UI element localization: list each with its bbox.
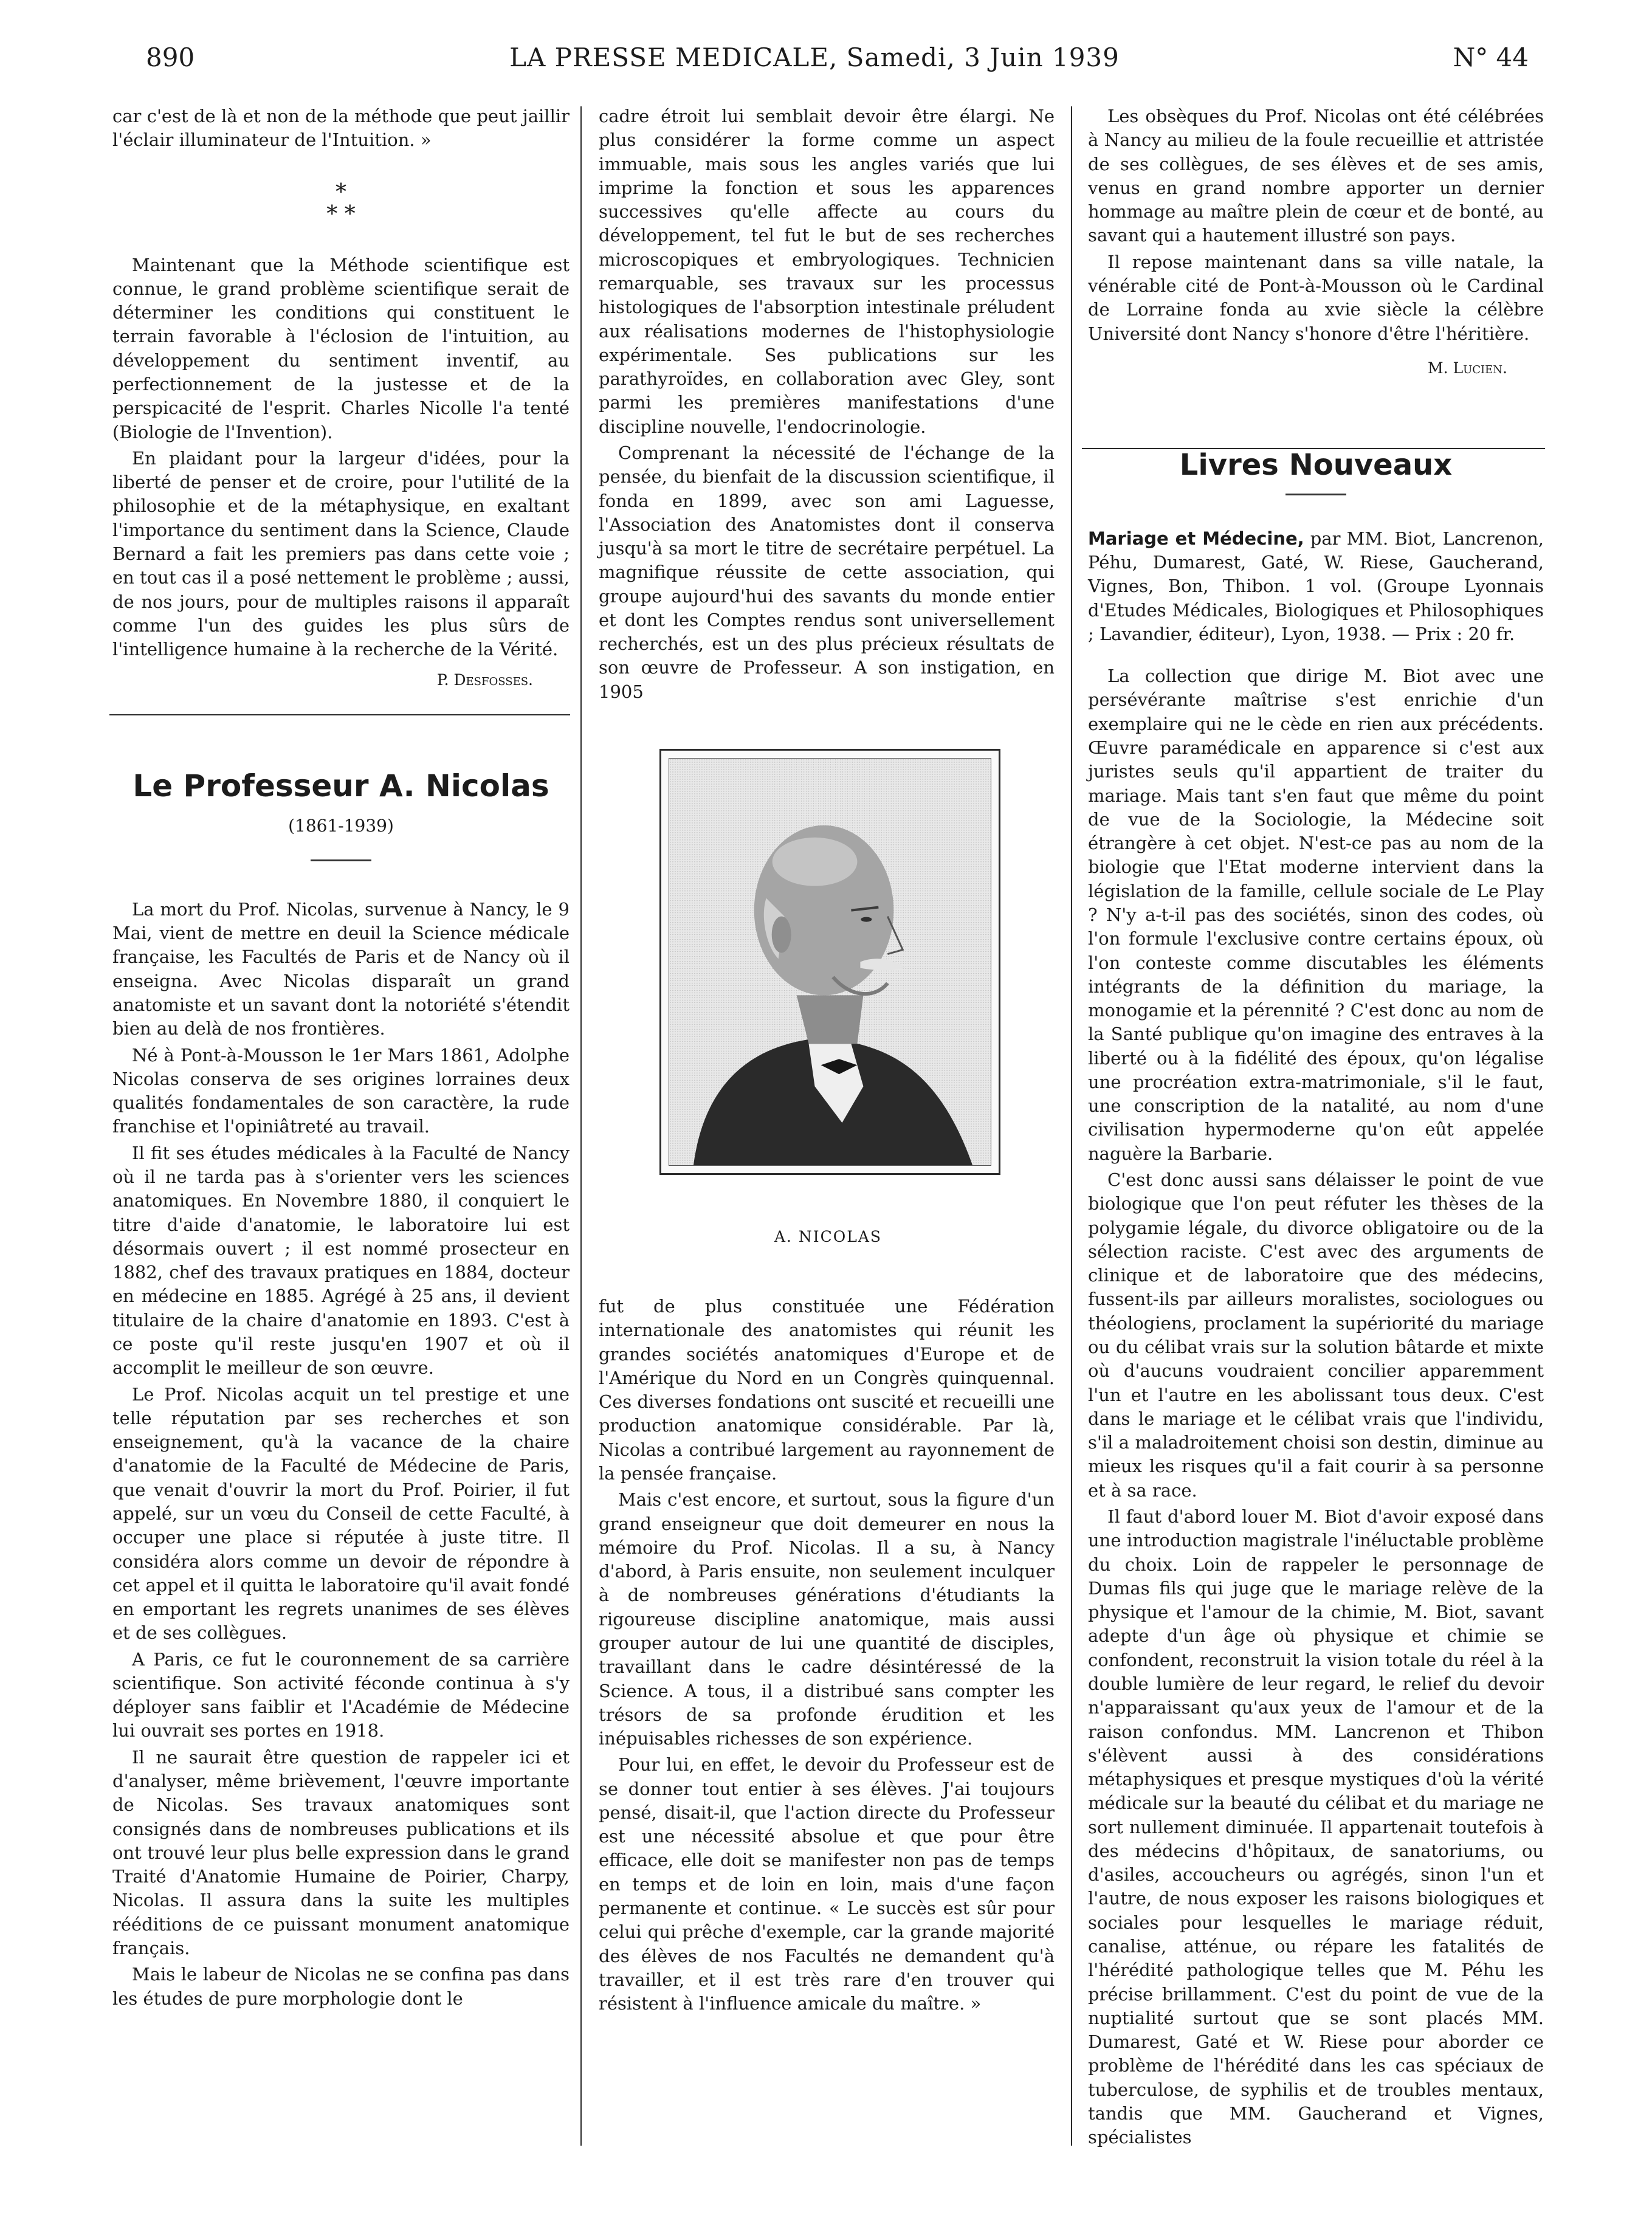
star-bottom: * *: [326, 201, 356, 227]
author-name: P. Desfosses.: [436, 671, 533, 689]
article-paragraph: Maintenant que la Méthode scientifique est connue, le grand problème scientifique serait de déterminer les conditions qui constituent le terrain favorable à l'éclosion de l'intuition, au développement du sentiment inventif, au perfectionnement de la justesse et de la perspicacité de l'esprit. Charles Nicolle l'a tenté (Biologie de l'Invention).: [112, 254, 570, 443]
obituary-paragraph: Le Prof. Nicolas acquit un tel prestige et une telle réputation par ses recherches et son enseignement, qu'à la vacance de la chaire d'anatomie de la Faculté de Médecine de Paris, que venait d'ouvrir la mort du Prof. Poirier, il fut appelé, sur un vœu du Conseil de cette Faculté, à occuper une place si réputée à juste titre. Il considéra alors comme un devoir de répondre à cet appel et il quitta le laboratoire qu'il avait fondé en emportant les regrets unanimes de ses élèves et de ses collègues.: [112, 1383, 570, 1644]
obituary-paragraph: A Paris, ce fut le couronnement de sa carrière scientifique. Son activité féconde continua à s'y déployer sans faiblir et l'Académie de Médecine lui ouvrait ses portes en 1918.: [112, 1648, 570, 1741]
column-left: [112, 105, 570, 2013]
obituary-paragraph: Il ne saurait être question de rappeler ici et d'analyser, même brièvement, l'œuvre importante de Nicolas. Ses travaux anatomiques sont consignés dans de nombreuses publications et ils ont trouvé leur plus belle expression dans le grand Traité d'Anatomie Humaine de Poirier, Charpy, Nicolas. Il assura dans la suite les multiples rééditions de ce puissant monument anatomique français.: [112, 1746, 570, 1958]
photo-caption: A. NICOLAS: [774, 1228, 883, 1245]
book-title: Mariage et Médecine,: [1088, 528, 1304, 549]
spacer: [1088, 379, 1544, 412]
star-top: *: [336, 179, 346, 205]
portrait-photo: [659, 749, 1000, 1175]
column-divider-left: [580, 106, 582, 2146]
obituary-paragraph: Né à Pont-à-Mousson le 1er Mars 1861, Adolphe Nicolas conserva de ses origines lorraines deux qualités fondamentales de son caractère, la rude franchise et l'opiniâtreté au travail.: [112, 1044, 570, 1137]
article-text: car c'est de là et non de la méthode que peut jaillir l'éclair illuminateur de l'Intuition. »: [112, 106, 570, 151]
column-right: [1088, 105, 1544, 2152]
review-paragraph: Il faut d'abord louer M. Biot d'avoir exposé dans une introduction magistrale l'inéluctable problème du choix. Loin de rappeler le personnage de Dumas fils qui juge que le mariage relève de la physique et l'amour de la chimie, M. Biot, savant adepte d'un âge où physique et chimie se confondent, reconstruit la vision totale du réel à la double lumière de leur regard, le relief du devoir n'apparaissant qu'aux yeux de l'amour et de la raison confondus. MM. Lancrenon et Thibon s'élèvent aussi à des considérations métaphysiques et presque mystiques d'où la vérité médicale sur la beauté du célibat et du mariage ne sort nullement diminuée. Il appartenait toutefois à des médecins d'hôpitaux, de sanatoriums, ou d'asiles, accoucheurs ou agrégés, sinon l'un et l'autre, de nous exposer les raisons biologiques et sociales pour lesquelles le mariage réduit, canalise, atténue, ou répare les fatalités de l'hérédité pathologique telles que M. Péhu les précise brillamment. C'est du point de vue de la nuptialité surtout que se sont placés MM. Dumarest, Gaté et W. Riese pour aborder ce problème de l'hérédité dans les cas spéciaux de tuberculose, de syphilis et de troubles mentaux, tandis que MM. Gaucherand et Vignes, spécialistes: [1088, 1506, 1544, 2148]
obituary-paragraph: Les obsèques du Prof. Nicolas ont été célébrées à Nancy au milieu de la foule recueillie et attristée de ses collègues, de ses élèves et de ses amis, venus en grand nombre apporter un dernier hommage au maître plein de cœur et de bonté, au savant qui a hautement illustré son pays.: [1088, 106, 1544, 246]
author-signature: [1088, 358, 1507, 379]
obituary-paragraph: Pour lui, en effet, le devoir du Professeur est de se donner tout entier à ses élèves. J'ai toujours pensé, disait-il, que l'action directe du Professeur est une nécessité absolue et que pour être efficace, elle doit se manifester non pas de temps en temps et de loin en loin, mais d'une façon permanente et continue. « Le succès est sûr pour celui qui prêche d'exemple, car la grande majorité des élèves de nos Facultés ne demandent qu'à travailler, et il est très rare d'en trouver qui résistent à l'influence amicale du maître. »: [599, 1754, 1055, 2014]
obituary-paragraph: Il fit ses études médicales à la Faculté de Nancy où il ne tarda pas à s'orienter vers les sciences anatomiques. En Novembre 1880, il conquiert le titre d'aide d'anatomie, le laboratoire lui est désormais ouvert ; il est nommé prosecteur en 1882, chef des travaux pratiques en 1884, docteur en médecine en 1885. Agrégé à 25 ans, il devient titulaire de la chaire d'anatomie en 1893. C'est à ce poste qu'il reste jusqu'en 1907 et où il accomplit le meilleur de son œuvre.: [112, 1142, 570, 1379]
obituary-paragraph: cadre étroit lui semblait devoir être élargi. Ne plus considérer la forme comme un aspect immuable, mais sous les angles variés que lui imprime la fonction et sous les apparences successives qu'elle affecte au cours du développement, tel fut le but de ses recherches microscopiques et embryologiques. Technicien remarquable, ses travaux sur les processus histologiques de l'absorption intestinale préludent aux réalisations modernes de l'histophysiologie expérimentale. Ses publications sur les parathyroïdes, en collaboration avec Gley, sont parmi les premières manifestations d'une discipline nouvelle, l'endocrinologie.: [599, 106, 1055, 437]
article-paragraph: En plaidant pour la largeur d'idées, pour la liberté de penser et de croire, pour l'utilité de la philosophie et de la métaphysique, en exaltant l'importance du sentiment dans la Science, Claude Bernard a fait les premiers pas dans cette voie ; en tout cas il a posé nettement le problème ; aussi, de nos jours, pour de multiples raisons il apparaît comme l'un des guides les plus sûrs de l'intelligence humaine à la recherche de la Vérité.: [112, 447, 570, 660]
obituary-title: Le Professeur A. Nicolas: [133, 768, 549, 804]
obituary-paragraph: Mais c'est encore, et surtout, sous la figure d'un grand enseigneur que doit demeurer en nous la mémoire du Prof. Nicolas. Il a su, à Nancy d'abord, à Paris ensuite, non seulement inculquer à de nombreuses générations d'étudiants la rigoureuse discipline anatomique, mais aussi grouper autour de lui une quantité de disciples, travaillant dans le cadre désintéressé de la Science. A tous, il a distribué sans compter les trésors de sa profonde érudition et les inépuisables richesses de son expérience.: [599, 1489, 1055, 1749]
obituary-paragraph: Il repose maintenant dans sa ville natale, la vénérable cité de Pont-à-Mousson où le Cardinal de Lorraine fonda au xvie siècle la célèbre Université dont Nancy s'honore d'être l'héritière.: [1088, 251, 1544, 344]
column-middle-top: [599, 105, 1055, 706]
book-entry: [1088, 527, 1544, 646]
obituary-paragraph: La mort du Prof. Nicolas, survenue à Nancy, le 9 Mai, vient de mettre en deuil la Science médicale française, les Facultés de Paris et de Nancy où il enseigna. Avec Nicolas disparaît un grand anatomiste et un savant dont la notoriété s'étendit bien au delà de nos frontières.: [112, 898, 570, 1039]
title-rule: [311, 859, 371, 861]
obituary-paragraph: Mais le labeur de Nicolas ne se confina pas dans les études de pure morphologie dont le: [112, 1964, 570, 2009]
author-name: M. Lucien.: [1428, 359, 1507, 377]
column-middle-bottom: [599, 1295, 1055, 2018]
obituary-dates: (1861-1939): [288, 815, 394, 836]
issue-number: N° 44: [1453, 43, 1529, 72]
page-header: [109, 43, 1529, 79]
review-paragraph: C'est donc aussi sans délaisser le point de vue biologique que l'on peut réfuter les thèses de la polygamie légale, du divorce obligatoire ou de la sélection raciste. C'est avec des arguments de clinique et de laboratoire que des médecins, fussent-ils par ailleurs moralistes, sociologues ou théologiens, proclament la supériorité du mariage ou du célibat vrais sur la solution bâtarde et mixte où d'aucuns voudraient concilier apparemment l'un et l'autre en les abolissant tous deux. C'est dans le mariage et le célibat vrais que l'individu, s'il a maladroitement choisi son destin, diminue au mieux les risques qu'il a fait courir à sa personne et à sa race.: [1088, 1169, 1544, 1501]
spacer: [1088, 649, 1544, 664]
portrait-illustration: [669, 759, 991, 1165]
title-rule: [1285, 494, 1346, 495]
spacer: [112, 690, 570, 749]
review-paragraph: La collection que dirige M. Biot avec une persévérante maîtrise s'est enrichie d'un exemplaire qui ne le cède en rien aux précédents. Œuvre paramédicale en apparence si c'est aux juristes seuls qu'il appartient de traiter du mariage. Mais tant s'en faut que même du point de vue de la Sociologie, la Médecine soit étrangère à cet objet. N'est-ce pas au nom de la biologie que l'Etat moderne intervient dans la législation de la famille, cellule sociale de Le Play ? N'y a-t-il pas des sociétés, sinon des codes, où l'on formule l'exclusive contre certains époux, où l'on conteste comme discutables les éléments intégrants de la définition du mariage, la monogamie et la pérennité ? C'est donc au nom de la Santé publique qu'on imagine des entraves à la liberté ou à la fidélité des époux, qu'on légalise une procréation extra-matrimoniale, s'il le faut, une conscription de la natalité, au nom d'une civilisation hypermoderne qu'on eût appelée naguère la Barbarie.: [1088, 666, 1544, 1164]
column-divider-right: [1071, 106, 1072, 2146]
author-signature: [112, 670, 533, 690]
section-separator-stars: [112, 179, 570, 227]
obituary-paragraph: Comprenant la nécessité de l'échange de la pensée, du bienfait de la discussion scientifique, il fonda en 1899, avec son ami Laguesse, l'Association des Anatomistes dont il conserva jusqu'à sa mort le titre de secrétaire perpétuel. La magnifique réussite de cette association, qui groupe aujourd'hui des savants du monde entier et dont les Comptes rendus sont universellement recherchés, est un des plus précieux résultats de son œuvre de Professeur. A son instigation, en 1905: [599, 442, 1055, 702]
section-title-books: Livres Nouveaux: [1179, 447, 1453, 482]
portrait-image: [669, 758, 991, 1166]
page-number: 890: [146, 43, 195, 72]
obituary-paragraph: fut de plus constituée une Fédération internationale des anatomistes qui réunit les grandes sociétés anatomiques d'Europe et de l'Amérique du Nord en un Congrès quinquennal. Ces diverses fondations ont suscité et recueilli une production anatomique considérable. Par là, Nicolas a contribué largement au rayonnement de la pensée française.: [599, 1296, 1055, 1484]
book-details: par MM. Biot, Lancrenon, Péhu, Dumarest, Gaté, W. Riese, Gaucherand, Vignes, Bon, Thibon. 1 vol. (Groupe Lyonnais d'Etudes Médicales, Biologiques et Philosophiques ; Lavandier, éditeur), Lyon, 1938. — Prix : 20 fr.: [1088, 528, 1544, 644]
journal-title: LA PRESSE MEDICALE, Samedi, 3 Juin 1939: [509, 43, 1120, 72]
